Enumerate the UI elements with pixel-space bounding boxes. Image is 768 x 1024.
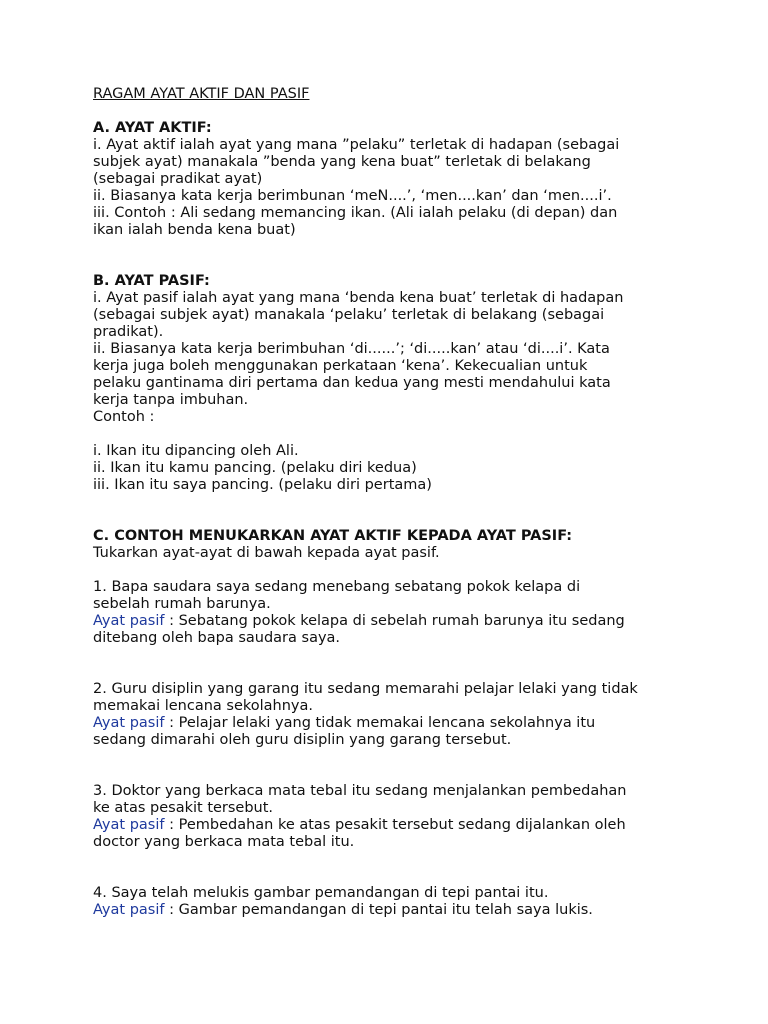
answer-text: : Sebatang pokok kelapa di sebelah rumah barunya itu sedang xyxy=(164,613,625,629)
section-a-line: subjek ayat) manakala ”benda yang kena buat” terletak di belakang xyxy=(93,154,591,170)
answer-line xyxy=(93,817,753,834)
spacer xyxy=(93,103,753,120)
section-b-line: pradikat). xyxy=(93,324,164,340)
question-line: sebelah rumah barunya. xyxy=(93,596,271,612)
section-b-line: kerja juga boleh menggunakan perkataan ‘kena’. Kekecualian untuk xyxy=(93,358,588,374)
spacer xyxy=(93,562,753,579)
question-line: ke atas pesakit tersebut. xyxy=(93,800,274,816)
section-c-heading: C. CONTOH MENUKARKAN AYAT AKTIF KEPADA AYAT PASIF: xyxy=(93,528,573,544)
question-line: 4. Saya telah melukis gambar pemandangan di tepi pantai itu. xyxy=(93,885,549,901)
section-a-line: i. Ayat aktif ialah ayat yang mana ”pelaku” terletak di hadapan (sebagai xyxy=(93,137,620,153)
section-b-line: pelaku gantinama diri pertama dan kedua yang mesti mendahului kata xyxy=(93,375,611,391)
section-b-example: ii. Ikan itu kamu pancing. (pelaku diri kedua) xyxy=(93,460,417,476)
spacer xyxy=(93,749,753,766)
spacer xyxy=(93,664,753,681)
section-a-heading: A. AYAT AKTIF: xyxy=(93,120,212,136)
section-a-line: ikan ialah benda kena buat) xyxy=(93,222,296,238)
answer-text: : Gambar pemandangan di tepi pantai itu telah saya lukis. xyxy=(164,902,593,918)
answer-text: : Pembedahan ke atas pesakit tersebut sedang dijalankan oleh xyxy=(164,817,626,833)
ayat-pasif-label: Ayat pasif xyxy=(93,613,165,629)
spacer xyxy=(93,647,753,664)
section-a-line: iii. Contoh : Ali sedang memancing ikan. (Ali ialah pelaku (di depan) dan xyxy=(93,205,618,221)
answer-line xyxy=(93,902,753,919)
section-b-line: kerja tanpa imbuhan. xyxy=(93,392,249,408)
question-line: 2. Guru disiplin yang garang itu sedang memarahi pelajar lelaki yang tidak xyxy=(93,681,638,697)
ayat-pasif-label: Ayat pasif xyxy=(93,715,165,731)
spacer xyxy=(93,494,753,511)
document-title: RAGAM AYAT AKTIF DAN PASIF xyxy=(93,86,310,102)
answer-line: sedang dimarahi oleh guru disiplin yang garang tersebut. xyxy=(93,732,512,748)
ayat-pasif-label: Ayat pasif xyxy=(93,817,165,833)
section-b-example: i. Ikan itu dipancing oleh Ali. xyxy=(93,443,299,459)
section-a-line: ii. Biasanya kata kerja berimbunan ‘meN....’, ‘men....kan’ dan ‘men....i’. xyxy=(93,188,612,204)
spacer xyxy=(93,511,753,528)
question-line: memakai lencana sekolahnya. xyxy=(93,698,313,714)
question-line: 1. Bapa saudara saya sedang menebang sebatang pokok kelapa di xyxy=(93,579,581,595)
document-page xyxy=(93,86,753,919)
answer-text: : Pelajar lelaki yang tidak memakai lencana sekolahnya itu xyxy=(164,715,596,731)
section-b-line: ii. Biasanya kata kerja berimbuhan ‘di......’; ‘di.....kan’ atau ‘di....i’. Kata xyxy=(93,341,610,357)
spacer xyxy=(93,426,753,443)
answer-line xyxy=(93,613,753,630)
section-b-line: Contoh : xyxy=(93,409,155,425)
section-b-line: (sebagai subjek ayat) manakala ‘pelaku’ terletak di belakang (sebagai xyxy=(93,307,605,323)
spacer xyxy=(93,851,753,868)
answer-line xyxy=(93,715,753,732)
spacer xyxy=(93,766,753,783)
section-b-heading: B. AYAT PASIF: xyxy=(93,273,210,289)
section-a-line: (sebagai pradikat ayat) xyxy=(93,171,263,187)
answer-line: ditebang oleh bapa saudara saya. xyxy=(93,630,341,646)
spacer xyxy=(93,239,753,256)
ayat-pasif-label: Ayat pasif xyxy=(93,902,165,918)
section-b-example: iii. Ikan itu saya pancing. (pelaku diri pertama) xyxy=(93,477,432,493)
spacer xyxy=(93,868,753,885)
question-line: 3. Doktor yang berkaca mata tebal itu sedang menjalankan pembedahan xyxy=(93,783,627,799)
section-c-instruction: Tukarkan ayat-ayat di bawah kepada ayat pasif. xyxy=(93,545,440,561)
section-b-line: i. Ayat pasif ialah ayat yang mana ‘benda kena buat’ terletak di hadapan xyxy=(93,290,624,306)
answer-line: doctor yang berkaca mata tebal itu. xyxy=(93,834,355,850)
spacer xyxy=(93,256,753,273)
